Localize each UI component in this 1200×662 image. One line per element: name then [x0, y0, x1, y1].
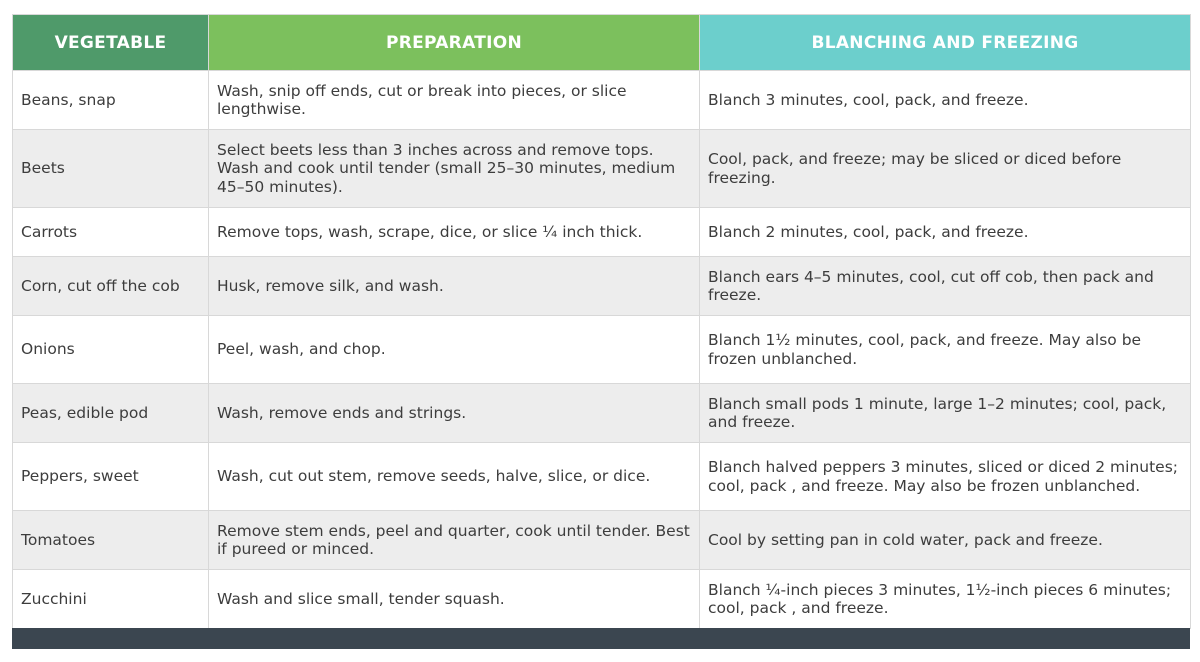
table-row — [13, 570, 1191, 629]
table-body — [13, 71, 1191, 629]
vegetable-freezing-table — [12, 14, 1191, 629]
blanching-cell: Blanch ears 4–5 minutes, cool, cut off cob, then pack and freeze. — [700, 257, 1191, 316]
vegetable-cell: Peppers, sweet — [13, 443, 209, 511]
table-row — [13, 443, 1191, 511]
table-row — [13, 316, 1191, 384]
blanching-cell: Blanch 3 minutes, cool, pack, and freeze. — [700, 71, 1191, 130]
blanching-cell: Blanch small pods 1 minute, large 1–2 minutes; cool, pack, and freeze. — [700, 384, 1191, 443]
blanching-cell: Blanch halved peppers 3 minutes, sliced or diced 2 minutes; cool, pack , and freeze. May also be frozen unblanched. — [700, 443, 1191, 511]
header-preparation: PREPARATION — [209, 15, 700, 71]
vegetable-cell: Beets — [13, 130, 209, 208]
preparation-cell: Peel, wash, and chop. — [209, 316, 700, 384]
preparation-cell: Remove tops, wash, scrape, dice, or slice ¼ inch thick. — [209, 208, 700, 257]
vegetable-cell: Onions — [13, 316, 209, 384]
blanching-cell: Cool, pack, and freeze; may be sliced or diced before freezing. — [700, 130, 1191, 208]
preparation-cell: Wash and slice small, tender squash. — [209, 570, 700, 629]
header-vegetable: VEGETABLE — [13, 15, 209, 71]
vegetable-cell: Zucchini — [13, 570, 209, 629]
footer-bar — [12, 628, 1190, 649]
preparation-cell: Husk, remove silk, and wash. — [209, 257, 700, 316]
preparation-cell: Remove stem ends, peel and quarter, cook until tender. Best if pureed or minced. — [209, 511, 700, 570]
blanching-cell: Blanch ¼-inch pieces 3 minutes, 1½-inch pieces 6 minutes; cool, pack , and freeze. — [700, 570, 1191, 629]
blanching-cell: Cool by setting pan in cold water, pack and freeze. — [700, 511, 1191, 570]
vegetable-cell: Tomatoes — [13, 511, 209, 570]
table-row — [13, 257, 1191, 316]
table-row — [13, 71, 1191, 130]
table-row — [13, 384, 1191, 443]
preparation-cell: Select beets less than 3 inches across and remove tops. Wash and cook until tender (small 25–30 minutes, medium 45–50 minutes). — [209, 130, 700, 208]
vegetable-cell: Peas, edible pod — [13, 384, 209, 443]
table-row — [13, 208, 1191, 257]
vegetable-cell: Corn, cut off the cob — [13, 257, 209, 316]
header-blanching-and-freezing: BLANCHING AND FREEZING — [700, 15, 1191, 71]
vegetable-cell: Beans, snap — [13, 71, 209, 130]
vegetable-cell: Carrots — [13, 208, 209, 257]
preparation-cell: Wash, cut out stem, remove seeds, halve, slice, or dice. — [209, 443, 700, 511]
table-row — [13, 130, 1191, 208]
header-row — [13, 15, 1191, 71]
blanching-cell: Blanch 2 minutes, cool, pack, and freeze. — [700, 208, 1191, 257]
blanching-cell: Blanch 1½ minutes, cool, pack, and freeze. May also be frozen unblanched. — [700, 316, 1191, 384]
table-row — [13, 511, 1191, 570]
preparation-cell: Wash, remove ends and strings. — [209, 384, 700, 443]
preparation-cell: Wash, snip off ends, cut or break into pieces, or slice lengthwise. — [209, 71, 700, 130]
table-header — [13, 15, 1191, 71]
